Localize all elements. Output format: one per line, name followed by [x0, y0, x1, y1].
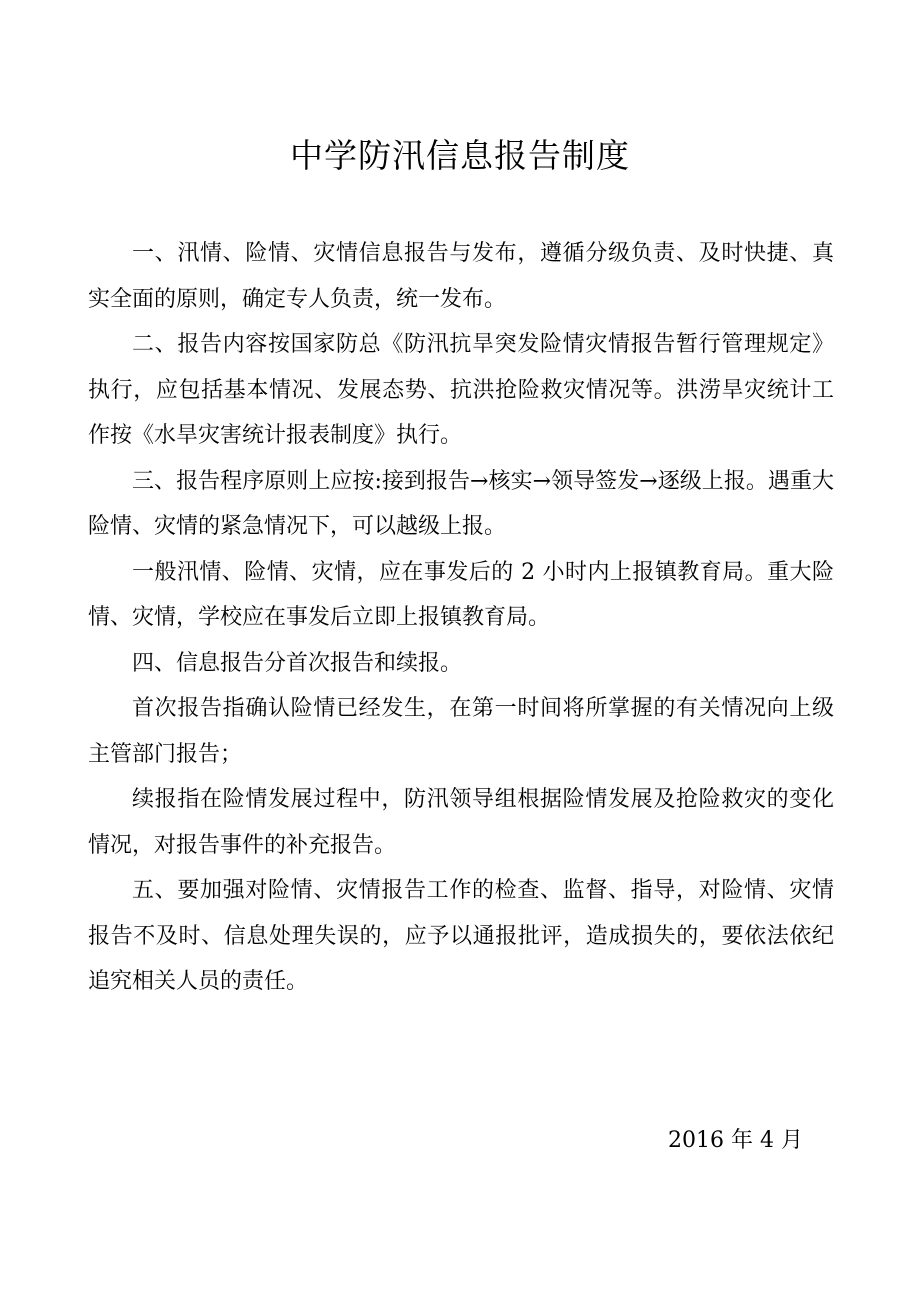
paragraph-report-types: 四、信息报告分首次报告和续报。 [132, 650, 463, 676]
paragraph-report-procedure: 三、报告程序原则上应按:接到报告→核实→领导签发→逐级上报。遇重大险情、灾情的紧急情况下，可以越级上报。 [88, 468, 834, 539]
document-date: 2016 年 4 月 [668, 1128, 803, 1153]
document-title: 中学防汛信息报告制度 [290, 136, 630, 175]
paragraph-supervision: 五、要加强对险情、灾情报告工作的检查、监督、指导，对险情、灾情报告不及时、信息处理失误的，应予以通报批评，造成损失的，要依法依纪追究相关人员的责任。 [88, 878, 834, 994]
paragraph-report-deadline: 一般汛情、险情、灾情，应在事发后的 2 小时内上报镇教育局。重大险情、灾情，学校应在事发后立即上报镇教育局。 [88, 559, 834, 630]
paragraph-reporting-principles: 一、汛情、险情、灾情信息报告与发布，遵循分级负责、及时快捷、真实全面的原则，确定专人负责，统一发布。 [88, 241, 834, 312]
document-body [88, 231, 834, 1005]
paragraph-report-content: 二、报告内容按国家防总《防汛抗旱突发险情灾情报告暂行管理规定》执行，应包括基本情况、发展态势、抗洪抢险救灾情况等。洪涝旱灾统计工作按《水旱灾害统计报表制度》执行。 [88, 332, 834, 448]
paragraph-follow-up-report: 续报指在险情发展过程中，防汛领导组根据险情发展及抢险救灾的变化情况，对报告事件的补充报告。 [88, 787, 834, 858]
paragraph-first-report: 首次报告指确认险情已经发生，在第一时间将所掌握的有关情况向上级主管部门报告； [88, 696, 834, 767]
